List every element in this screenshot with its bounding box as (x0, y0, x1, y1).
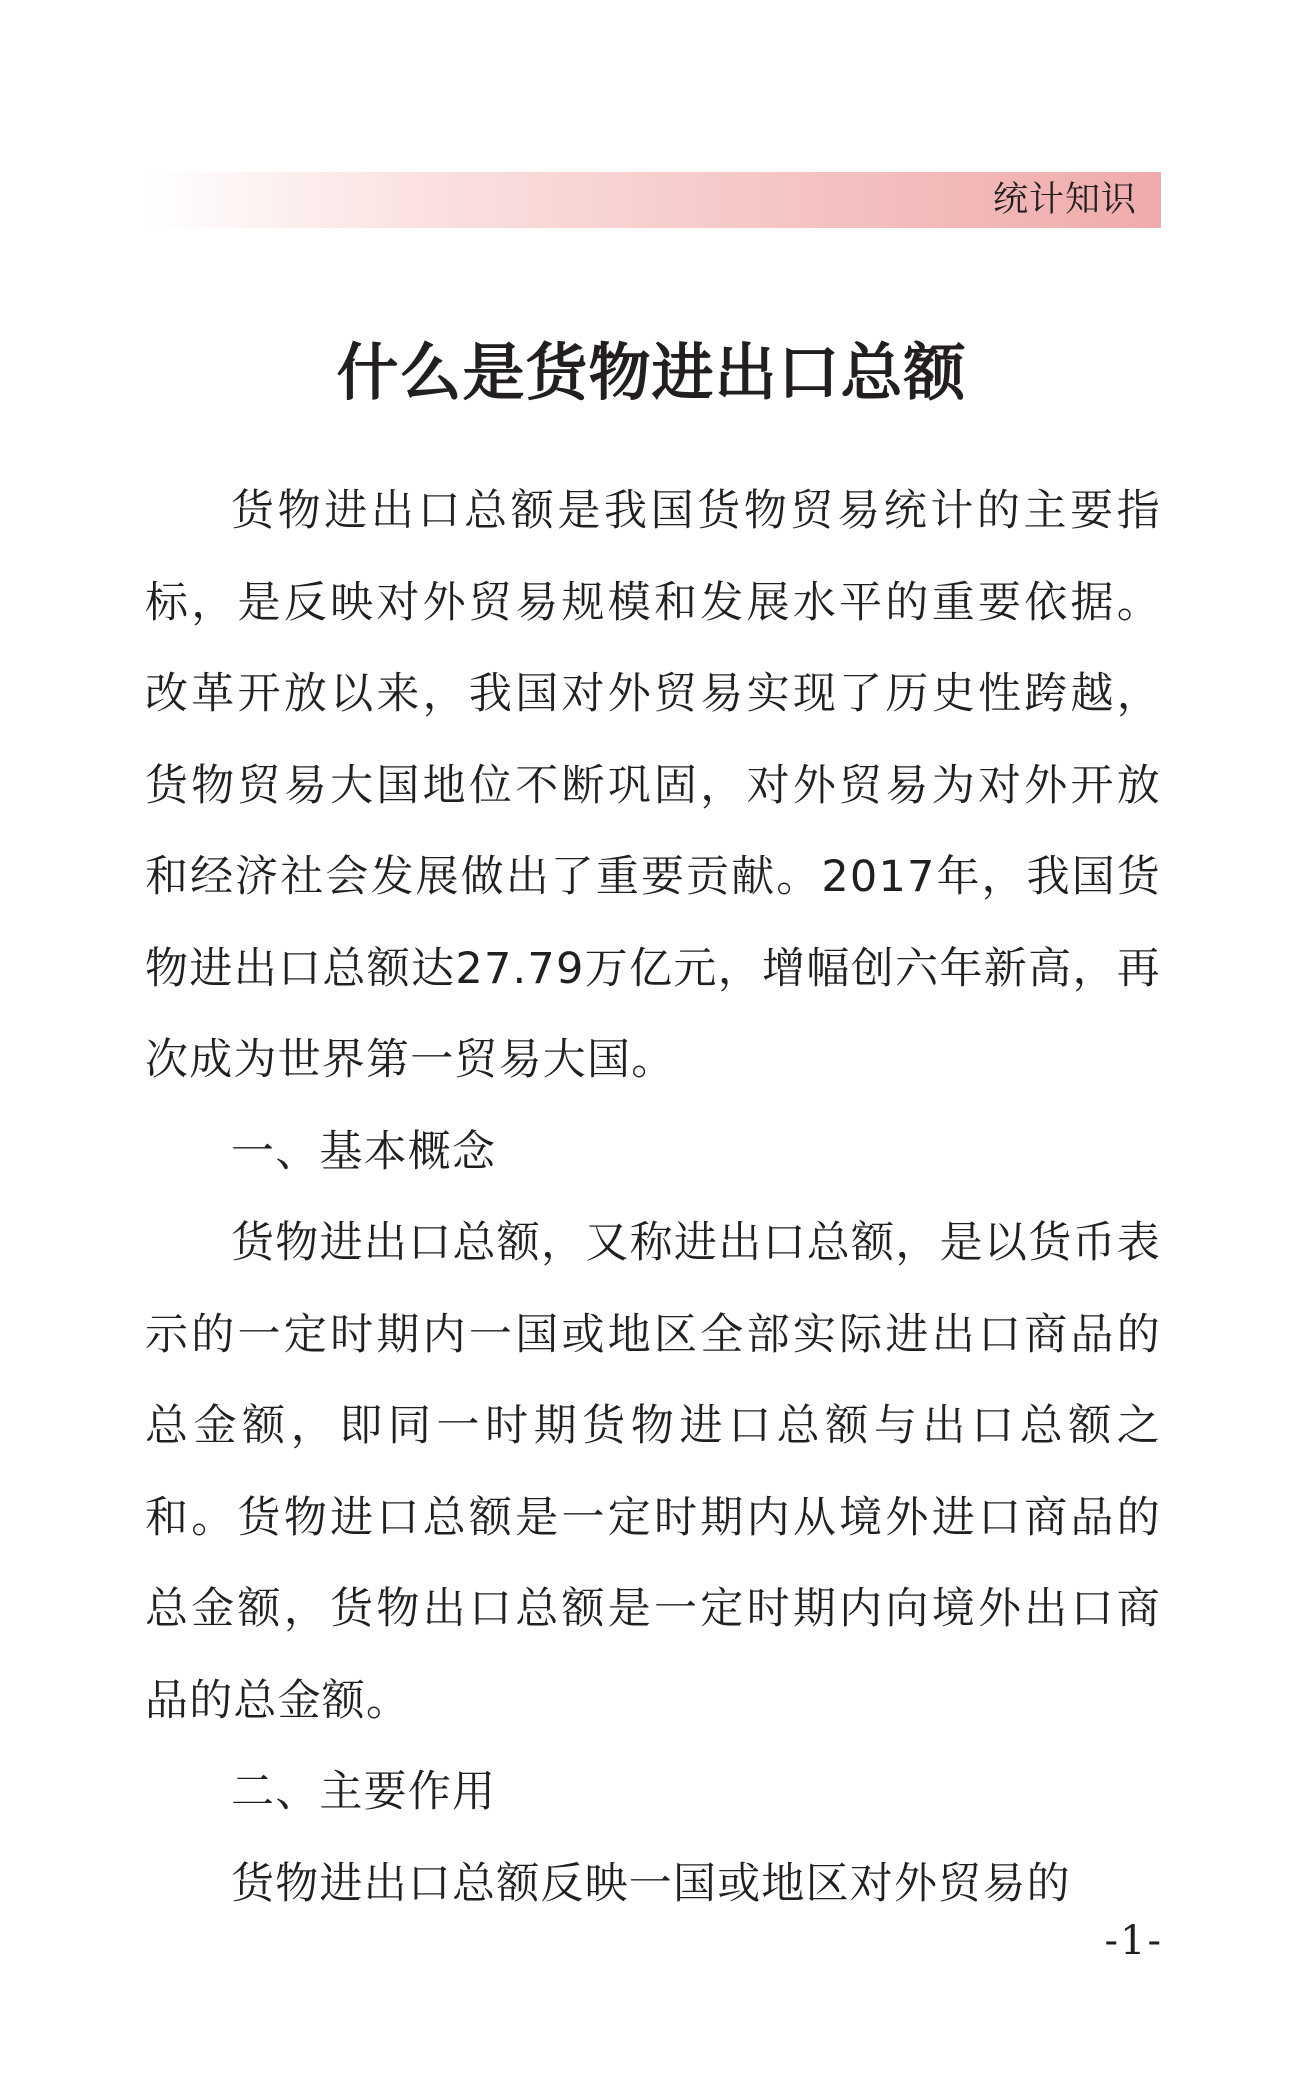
main-role-paragraph: 货物进出口总额反映一国或地区对外贸易的 (231, 1858, 1071, 1909)
basic-concept-paragraph: 货物进出口总额，又称进出口总额，是以货币表示的一定时期内一国或地区全部实际进出口商品的总金额，即同一时期货物进口总额与出口总额之和。货物进口总额是一定时期内从境外进口商品的总金额，货物出口总额是一定时期内向境外出口商品的总金额。 (145, 1218, 1161, 1726)
section-heading-basic-concept: 一、基本概念 (231, 1126, 497, 1177)
article-body (145, 466, 1161, 1930)
section-header-band (145, 172, 1161, 228)
page-title: 什么是货物进出口总额 (336, 336, 967, 409)
intro-paragraph: 货物进出口总额是我国货物贸易统计的主要指标，是反映对外贸易规模和发展水平的重要依据。改革开放以来，我国对外贸易实现了历史性跨越，货物贸易大国地位不断巩固，对外贸易为对外开放和经济社会发展做出了重要贡献。2017年，我国货物进出口总额达27.79万亿元，增幅创六年新高，再次成为世界第一贸易大国。 (145, 486, 1161, 1085)
section-heading-main-role: 二、主要作用 (231, 1767, 497, 1817)
section-label: 统计知识 (992, 180, 1137, 220)
page-number: -1- (1104, 1918, 1163, 1964)
